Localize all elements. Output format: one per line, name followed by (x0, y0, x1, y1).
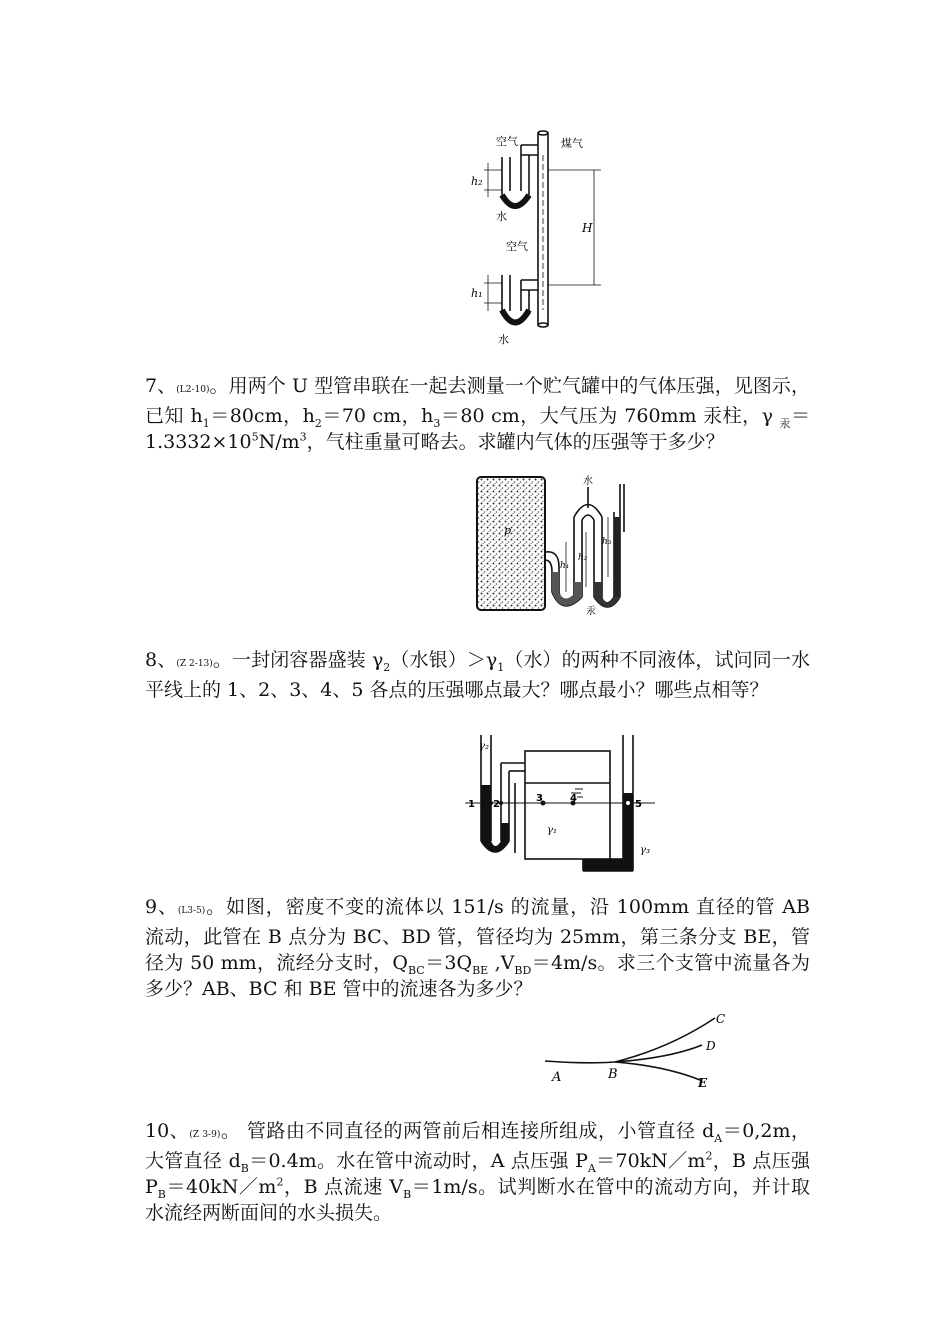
q10-sub-4: B (157, 1187, 166, 1201)
q8-text-1: 一封闭容器盛装 γ (232, 649, 384, 671)
tank-manometer-diagram (474, 472, 639, 617)
q7-sep: 。 (209, 375, 229, 397)
question-10 (145, 1118, 810, 1226)
q8-sub-1: 2 (383, 660, 391, 674)
q7-number: 7、 (145, 375, 177, 397)
q7-code: (L2-10) (176, 385, 210, 395)
q10-text-3: ＝0.4m。水在管中流动时，A 点压强 P (248, 1150, 588, 1172)
q8-text-3: （水）的两种不同液体，试问同一水平线上的 1、2、3、4、5 各点的压强哪点最大？哪点最小？哪些点相等？ (145, 649, 810, 701)
q8-text-2: （水银）＞γ (390, 649, 498, 671)
fig8-point-2: 2 (493, 799, 500, 810)
fig7-water: 水 (583, 476, 593, 487)
q10-sup-2: 2 (276, 1175, 284, 1189)
fig7-mercury: 汞 (586, 606, 596, 617)
figure-closed-container (465, 733, 660, 878)
branching-pipes-diagram (540, 1008, 740, 1090)
fig8-gamma2: γ₂ (479, 741, 489, 752)
q10-text-7: ，B 点流速 V (283, 1176, 404, 1198)
fig9-D: D (706, 1039, 716, 1053)
q10-sub-2: B (240, 1161, 249, 1175)
q7-sub-2: 2 (314, 416, 322, 430)
fig7-p: p (504, 524, 512, 537)
q9-sub-2: BE (472, 963, 489, 977)
figure-branching-pipes (540, 1008, 740, 1090)
q10-text-8: ＝1m/s。试判断水在管中的流动方向，并计取水流经两断面间的水头损失。 (145, 1176, 811, 1224)
q10-sup-1: 2 (705, 1149, 713, 1163)
q7-sub-4: 汞 (779, 416, 791, 430)
q7-sup-2: 3 (299, 430, 307, 444)
q9-number: 9、 (145, 896, 178, 918)
gas-pipe-diagram (466, 125, 616, 350)
fig9-E: E (698, 1076, 708, 1090)
fig6-h1: h₁ (471, 287, 483, 300)
q7-text-1: 用两个 U 型管串联在一起去测量一个贮气罐中的气体压强，见图示，已知 h (145, 375, 810, 427)
q10-sep: 。 (220, 1120, 241, 1142)
fig6-water-top: 水 (496, 210, 507, 223)
question-9 (145, 894, 810, 1002)
fig6-water-bottom: 水 (498, 333, 509, 346)
q10-code: (Z 3-9) (189, 1130, 221, 1140)
fig7-h1: h₁ (560, 561, 570, 571)
q7-text-7: ，气柱重量可略去。求罐内气体的压强等于多少？ (306, 431, 725, 453)
q7-text-3: ＝70 cm，h (321, 405, 434, 427)
q8-number: 8、 (145, 649, 177, 671)
q10-sub-1: A (714, 1131, 723, 1145)
fig7-h3: h₃ (602, 537, 612, 547)
q9-text-4: ＝4m/s。求三个支管中流量各为多少？AB、BC 和 BE 管中的流速各为多少？ (145, 952, 810, 1000)
q10-sub-5: B (403, 1187, 412, 1201)
fig8-gamma3: γ₃ (640, 845, 650, 856)
q7-text-6: N/m (258, 431, 300, 453)
figure-gas-pipe-manometers (466, 125, 616, 350)
q7-text-2: ＝80cm，h (209, 405, 315, 427)
figure-tank-series-manometer (474, 472, 639, 617)
fig8-point-5: 5 (635, 799, 642, 810)
q8-code: (Z 2-13) (176, 659, 213, 669)
q7-sub-1: 1 (202, 416, 210, 430)
q10-text-1: 管路由不同直径的两管前后相连接所组成，小管直径 d (240, 1120, 715, 1142)
fig9-B: B (608, 1067, 618, 1082)
fig8-gamma1: γ₁ (547, 825, 557, 836)
q9-text-3: ,V (488, 952, 515, 974)
q8-sep: 。 (212, 649, 233, 671)
q7-text-5: ＝1.3332×10 (145, 405, 811, 453)
q7-text-4: ＝80 cm，大气压为 760mm 汞柱，γ (440, 405, 780, 427)
q9-text-1: 如图，密度不变的流体以 151/s 的流量，沿 100mm 直径的管 AB 流动，此管在 B 点分为 BC、BD 管，管径均为 25mm，第三条分支 BE，管径为 50 mm，流经分支时，Q (145, 896, 810, 974)
q9-sep: 。 (205, 896, 227, 918)
fig7-h2: h₂ (578, 553, 588, 563)
q7-sup-1: 5 (251, 430, 259, 444)
q7-sub-3: 3 (433, 416, 441, 430)
fig6-gas: 煤气 (561, 137, 583, 150)
q10-number: 10、 (145, 1120, 190, 1142)
fig6-air-bottom: 空气 (506, 240, 528, 253)
q10-text-4: ＝70kN／m (595, 1150, 706, 1172)
q9-text-2: ＝3Q (424, 952, 473, 974)
q9-sub-3: BD (514, 963, 532, 977)
fig6-air-top: 空气 (496, 135, 518, 148)
q10-sub-3: A (587, 1161, 596, 1175)
fig8-point-1: 1 (468, 799, 475, 810)
closed-container-diagram (465, 733, 660, 878)
fig9-C: C (716, 1012, 726, 1026)
q8-sub-2: 1 (497, 660, 505, 674)
q10-text-2: ＝0,2m，大管直径 d (145, 1120, 810, 1172)
q10-text-6: ＝40kN／m (165, 1176, 277, 1198)
question-7 (145, 373, 810, 455)
fig6-H: H (582, 221, 593, 235)
fig6-h2: h₂ (471, 175, 483, 188)
fig8-point-4: 4 (570, 793, 577, 804)
q9-sub-1: BC (408, 963, 425, 977)
q9-code: (L3-5) (177, 906, 206, 916)
fig8-point-3: 3 (536, 793, 543, 804)
fig9-A: A (552, 1070, 562, 1085)
question-8 (145, 647, 810, 703)
q10-text-5: ，B 点压强 P (145, 1150, 810, 1198)
